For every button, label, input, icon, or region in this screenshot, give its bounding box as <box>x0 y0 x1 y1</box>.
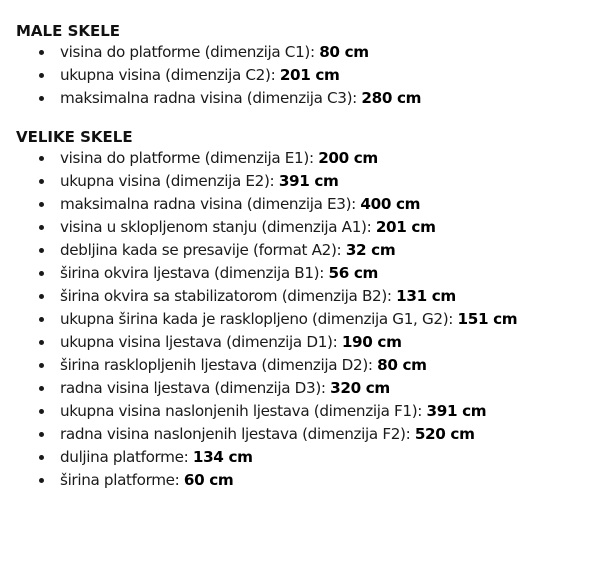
spec-value: 190 cm <box>341 333 402 351</box>
spec-label: radna visina ljestava (dimenzija D3): <box>60 379 331 397</box>
section-title-male-skele: MALE SKELE <box>16 22 121 40</box>
spec-value: 32 cm <box>345 241 396 259</box>
spec-value: 320 cm <box>330 379 390 397</box>
spec-value: 280 cm <box>361 89 422 107</box>
bullet-icon <box>39 363 44 368</box>
bullet-icon <box>39 225 44 230</box>
spec-label: duljina platforme: <box>60 448 193 466</box>
spec-label: visina do platforme (dimenzija C1): <box>60 43 320 61</box>
bullet-icon <box>39 455 44 460</box>
spec-label: visina do platforme (dimenzija E1): <box>60 149 319 167</box>
spec-list-velike-skele <box>16 147 592 492</box>
spec-item <box>16 41 592 64</box>
bullet-icon <box>39 271 44 276</box>
spec-item <box>16 331 592 354</box>
spec-label: ukupna visina naslonjenih ljestava (dimenzija F1): <box>60 402 427 420</box>
spec-value: 56 cm <box>328 264 379 282</box>
spec-label: širina platforme: <box>60 471 184 489</box>
bullet-icon <box>39 432 44 437</box>
spec-item <box>16 64 592 87</box>
spec-item <box>16 354 592 377</box>
spec-item <box>16 193 592 216</box>
spec-item <box>16 423 592 446</box>
spec-label: ukupna visina (dimenzija E2): <box>60 172 279 190</box>
spec-label: ukupna visina (dimenzija C2): <box>60 66 280 84</box>
spec-value: 80 cm <box>377 356 427 374</box>
bullet-icon <box>39 478 44 483</box>
spec-value: 60 cm <box>183 471 234 489</box>
spec-label: širina okvira ljestava (dimenzija B1): <box>60 264 329 282</box>
spec-label: širina rasklopljenih ljestava (dimenzija D2): <box>60 356 378 374</box>
spec-item <box>16 239 592 262</box>
spec-value: 200 cm <box>318 149 378 167</box>
bullet-icon <box>39 248 44 253</box>
bullet-icon <box>39 50 44 55</box>
spec-value: 201 cm <box>279 66 340 84</box>
spec-item <box>16 262 592 285</box>
spec-value: 134 cm <box>192 448 253 466</box>
bullet-icon <box>39 156 44 161</box>
spec-value: 80 cm <box>319 43 369 61</box>
spec-item <box>16 147 592 170</box>
bullet-icon <box>39 96 44 101</box>
spec-value: 391 cm <box>426 402 487 420</box>
spec-label: visina u sklopljenom stanju (dimenzija A1): <box>60 218 376 236</box>
spec-item <box>16 400 592 423</box>
spec-item <box>16 87 592 110</box>
spec-value: 151 cm <box>457 310 518 328</box>
spec-list-male-skele <box>16 41 592 110</box>
spec-label: maksimalna radna visina (dimenzija E3): <box>60 195 361 213</box>
bullet-icon <box>39 294 44 299</box>
spec-value: 520 cm <box>414 425 475 443</box>
spec-value: 131 cm <box>396 287 456 305</box>
spec-item <box>16 170 592 193</box>
spec-label: maksimalna radna visina (dimenzija C3): <box>60 89 362 107</box>
bullet-icon <box>39 340 44 345</box>
spec-item <box>16 377 592 400</box>
spec-value: 201 cm <box>375 218 436 236</box>
spec-item <box>16 285 592 308</box>
spec-value: 391 cm <box>278 172 339 190</box>
section-title-velike-skele: VELIKE SKELE <box>16 128 133 146</box>
bullet-icon <box>39 317 44 322</box>
spec-value: 400 cm <box>360 195 421 213</box>
spec-item <box>16 469 592 492</box>
bullet-icon <box>39 73 44 78</box>
spec-item <box>16 216 592 239</box>
spec-item <box>16 308 592 331</box>
bullet-icon <box>39 202 44 207</box>
spec-label: debljina kada se presavije (format A2): <box>60 241 346 259</box>
bullet-icon <box>39 179 44 184</box>
spec-label: ukupna širina kada je rasklopljeno (dimenzija G1, G2): <box>60 310 458 328</box>
spec-label: ukupna visina ljestava (dimenzija D1): <box>60 333 342 351</box>
spec-label: širina okvira sa stabilizatorom (dimenzija B2): <box>60 287 397 305</box>
spec-item <box>16 446 592 469</box>
spec-label: radna visina naslonjenih ljestava (dimenzija F2): <box>60 425 415 443</box>
bullet-icon <box>39 386 44 391</box>
bullet-icon <box>39 409 44 414</box>
